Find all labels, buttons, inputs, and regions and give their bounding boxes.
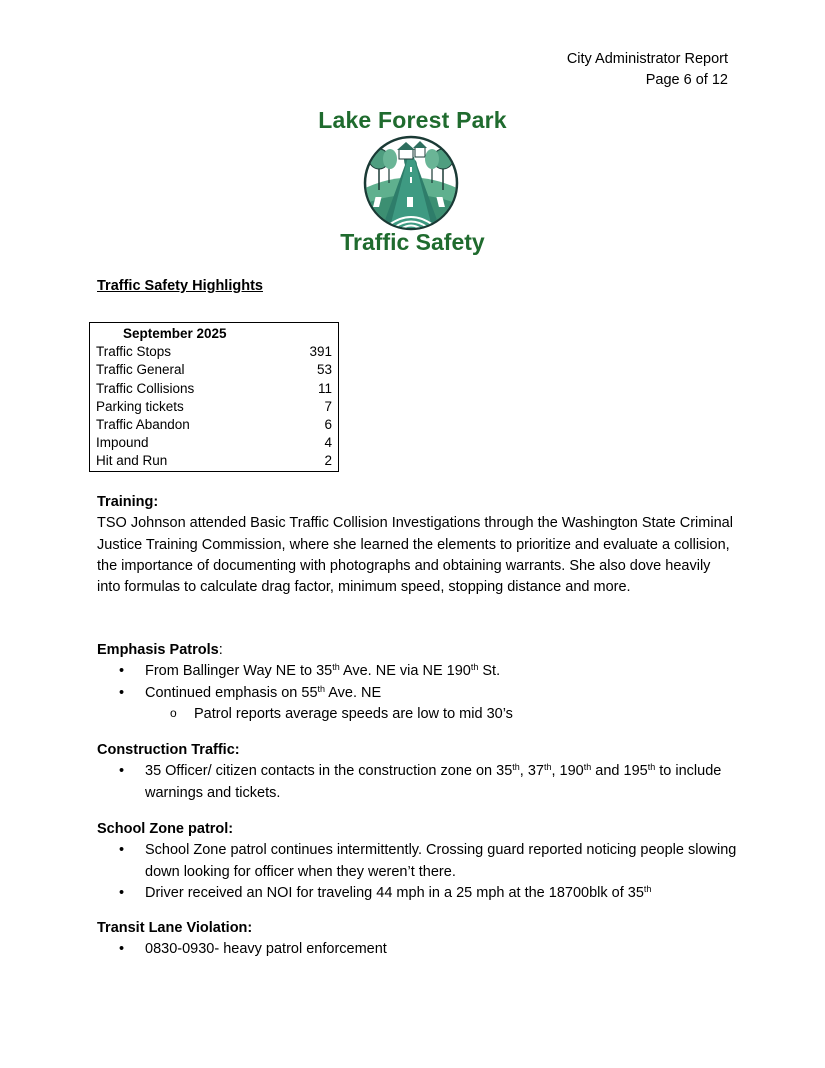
list-item: • 0830-0930- heavy patrol enforcement (97, 939, 737, 960)
table-row (90, 434, 339, 452)
row-label: Hit and Run (96, 453, 168, 469)
row-value: 11 (317, 380, 332, 396)
construction-heading: Construction Traffic: (97, 742, 240, 758)
school-list (97, 840, 737, 904)
ordinal: th (317, 683, 326, 694)
text: From Ballinger Way NE to 35 (145, 663, 333, 680)
text: Continued emphasis on 55 (145, 684, 318, 701)
highlights-heading: Traffic Safety Highlights (97, 278, 263, 294)
school-heading: School Zone patrol: (97, 821, 234, 837)
highlights-section (97, 276, 737, 297)
construction-list (97, 761, 737, 804)
list-item: • School Zone patrol continues intermittently. Crossing guard reported noticing people slowing down looking for officer when they weren’t there. (97, 840, 737, 883)
row-value: 391 (309, 344, 332, 360)
emphasis-patrols-section (97, 640, 737, 725)
construction-traffic-section (97, 740, 737, 804)
ordinal: th (647, 762, 656, 773)
row-value: 7 (324, 398, 332, 414)
transit-lane-section (97, 918, 737, 961)
text: Ave. NE via NE 190 (339, 663, 471, 680)
emphasis-sublist (97, 704, 737, 725)
list-item (97, 761, 737, 804)
row-label: Impound (96, 435, 149, 451)
sub-list-item: o Patrol reports average speeds are low to mid 30’s (97, 704, 737, 725)
text: St. (478, 663, 501, 680)
ordinal: th (332, 662, 340, 673)
row-label: Traffic Abandon (96, 417, 190, 433)
monthly-stats-table (89, 322, 339, 472)
text: Driver received an NOI for traveling 44 mph in a 25 mph at the 18700blk of 35 (145, 884, 644, 901)
row-label: Traffic Collisions (96, 380, 195, 396)
transit-list (97, 939, 737, 960)
text: and 195 (591, 763, 648, 780)
row-value: 6 (324, 417, 332, 433)
emphasis-list (97, 661, 737, 725)
training-heading: Training: (97, 494, 159, 510)
table-row (90, 452, 339, 471)
table-row (90, 361, 339, 379)
emphasis-heading (97, 640, 737, 661)
list-item (97, 883, 737, 904)
row-value: 53 (316, 362, 332, 378)
text: 35 Officer/ citizen contacts in the construction zone on 35 (145, 763, 513, 780)
row-value: 2 (324, 453, 332, 469)
transit-heading: Transit Lane Violation: (97, 920, 253, 936)
text: , 190 (551, 763, 584, 780)
training-section (97, 492, 737, 598)
logo-title-top: Lake Forest Park (318, 107, 507, 133)
page-number: Page 6 of 12 (645, 72, 728, 88)
report-title: City Administrator Report (566, 51, 728, 67)
lfp-traffic-safety-logo (300, 106, 525, 256)
ordinal: th (470, 662, 479, 673)
heading-colon: : (218, 642, 223, 658)
row-value: 4 (324, 435, 332, 451)
ordinal: th (543, 762, 552, 773)
row-label: Traffic General (96, 362, 185, 378)
page-header (567, 49, 728, 91)
table-row (90, 380, 339, 398)
table-row (90, 416, 339, 434)
list-item (97, 683, 737, 726)
table-row (90, 398, 339, 416)
training-text: TSO Johnson attended Basic Traffic Collision Investigations through the Washington State Criminal Justice Training Commission, where she learned the elements to prioritize and evaluate a collision, the importance of documenting with photographs and obtaining warrants. She also dove heavily into formulas to calculate drag factor, minimum speed, stopping distance and more. (97, 515, 733, 596)
school-zone-section (97, 819, 737, 904)
row-label: Parking tickets (96, 398, 184, 414)
text: Ave. NE (325, 684, 382, 701)
ordinal: th (643, 883, 652, 894)
list-item (97, 661, 737, 682)
row-label: Traffic Stops (96, 344, 172, 360)
road-emblem-icon (361, 135, 461, 231)
table-row (90, 343, 339, 361)
ordinal: th (512, 762, 520, 773)
text: to include warnings and tickets. (145, 763, 722, 801)
text: , 37 (519, 763, 544, 780)
emphasis-heading-text: Emphasis Patrols (97, 642, 219, 658)
ordinal: th (583, 762, 592, 773)
logo-title-bottom: Traffic Safety (340, 229, 485, 255)
stats-period-header: September 2025 (123, 326, 227, 341)
